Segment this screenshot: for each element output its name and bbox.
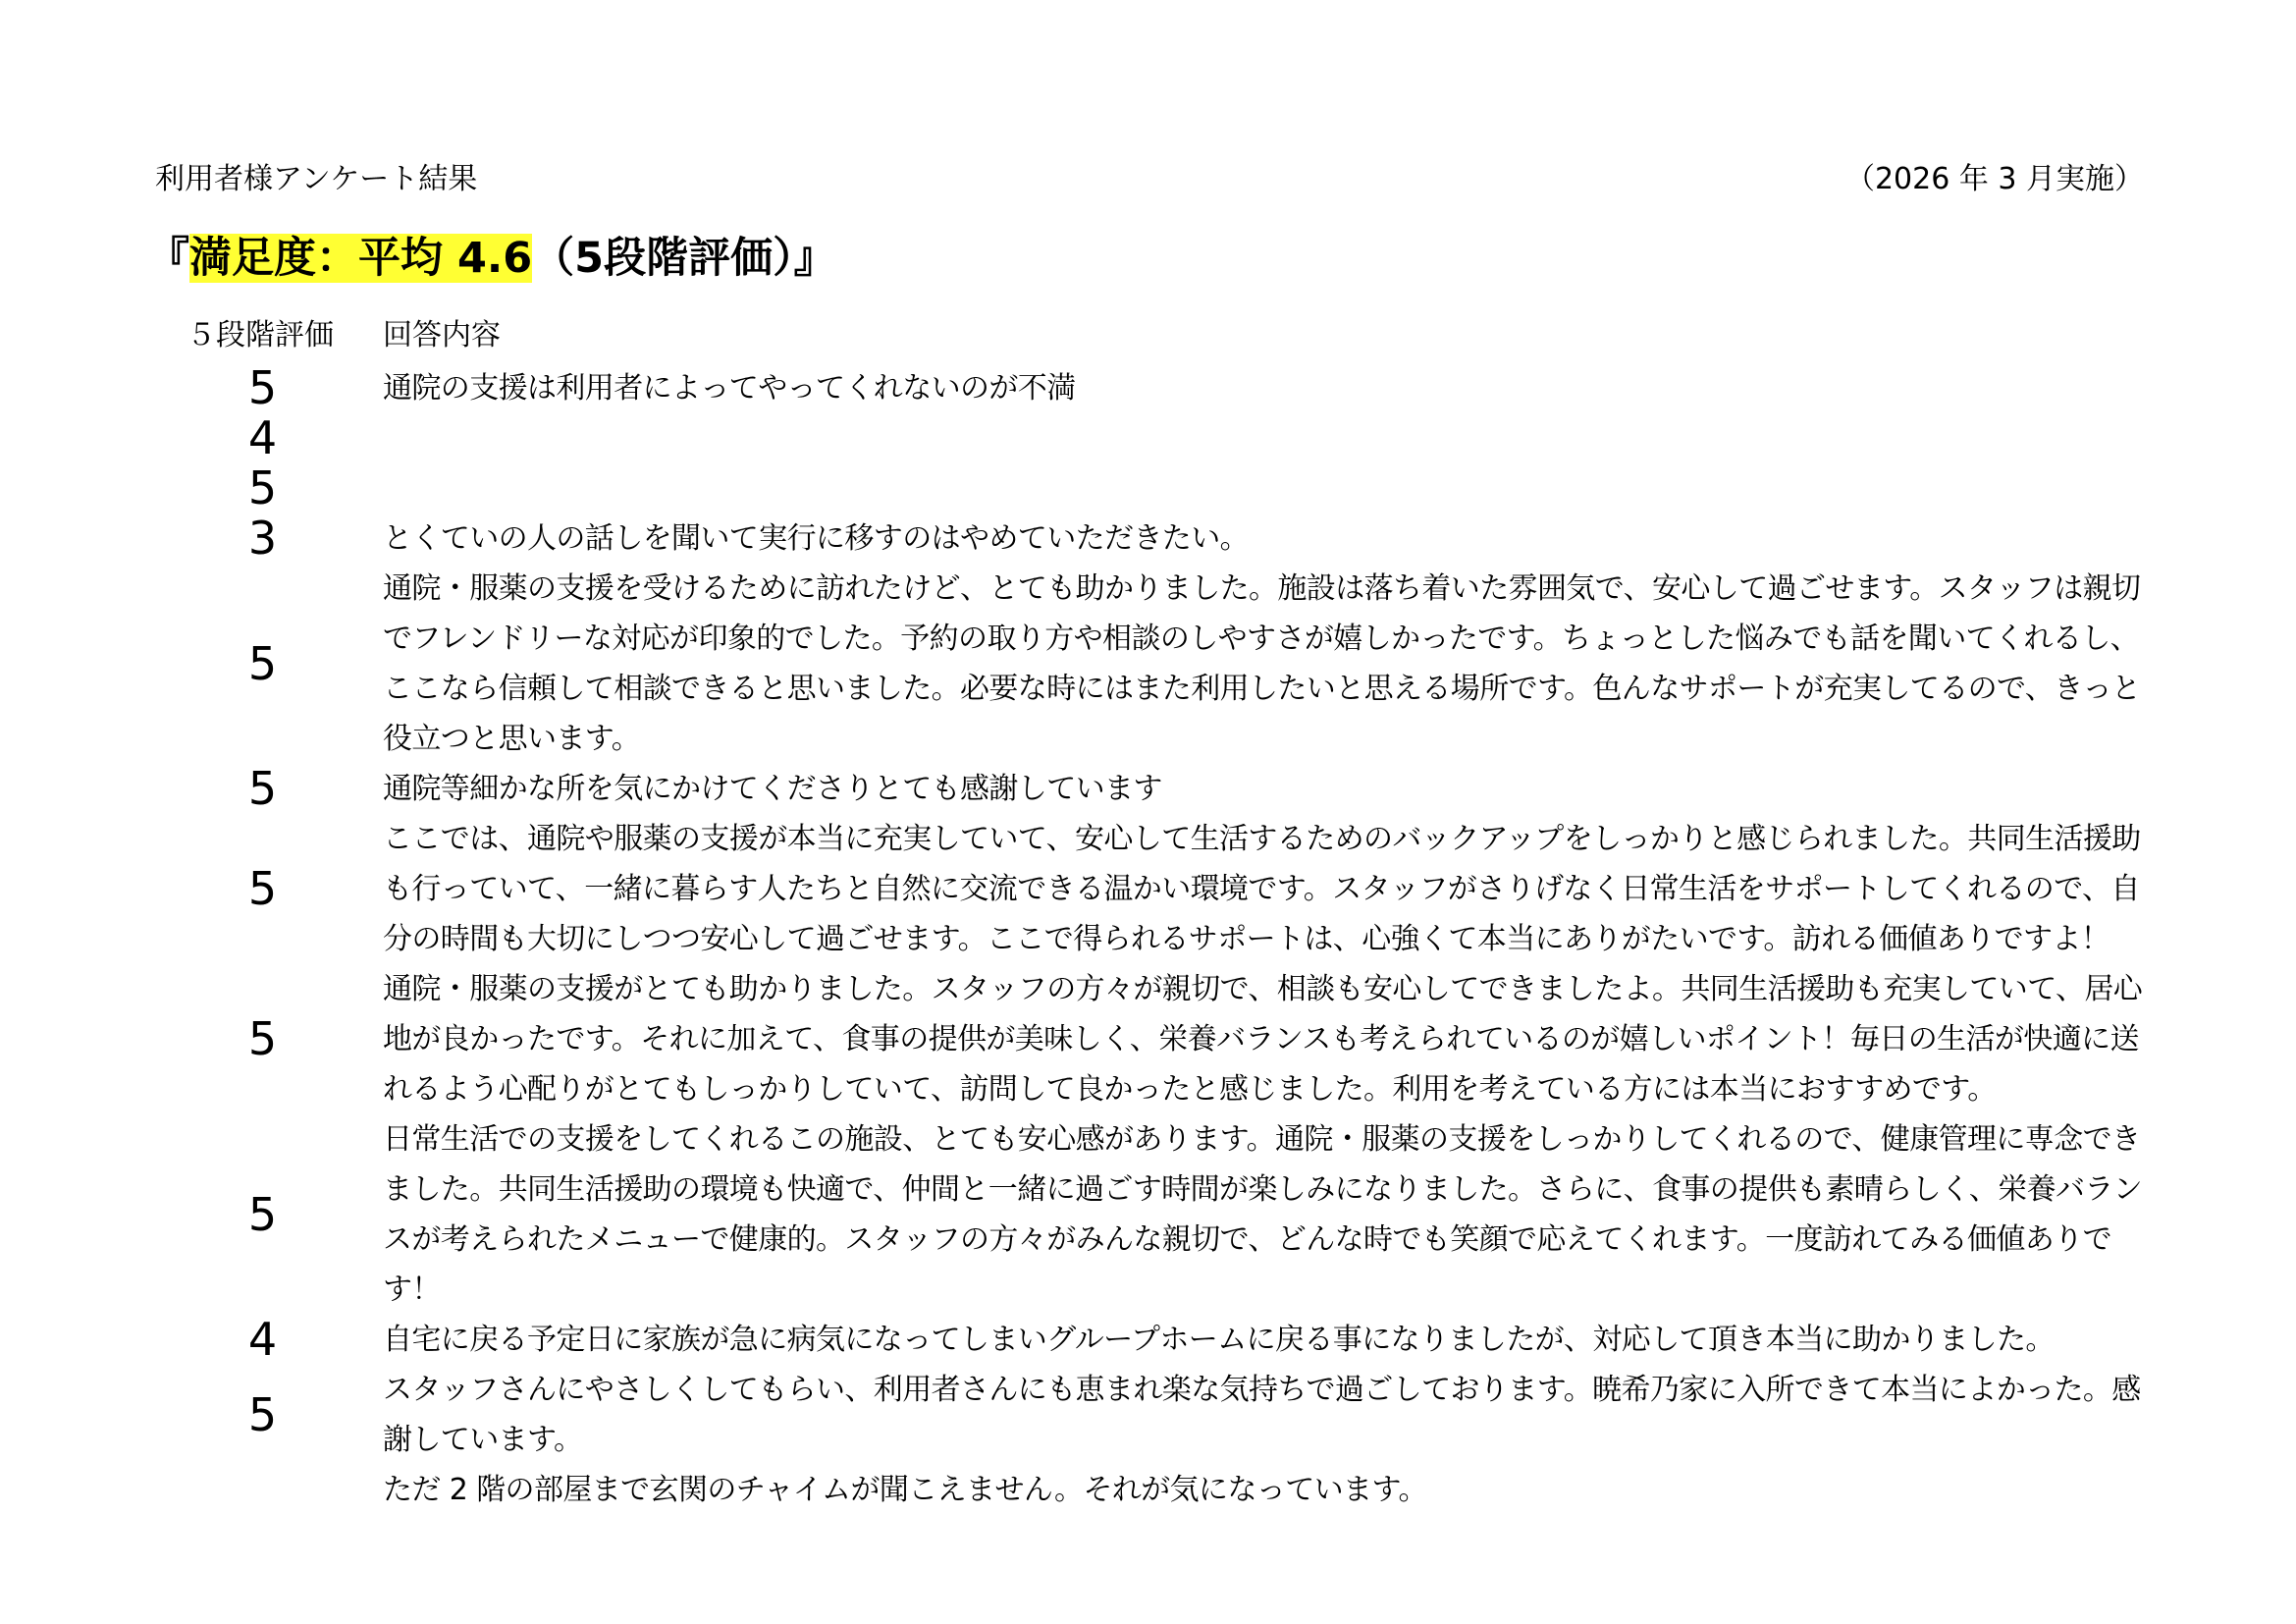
column-header-answer: 回答内容 xyxy=(383,318,501,352)
survey-date: （2026 年 3 月実施） xyxy=(1844,162,2144,196)
trailing-comment: ただ 2 階の部屋まで玄関のチャイムが聞こえません。それが気になっています。 xyxy=(383,1473,1427,1507)
row-score: 4 xyxy=(247,1313,278,1366)
row-score: 5 xyxy=(247,461,278,514)
row-answer: 通院の支援は利用者によってやってくれないのが不満 xyxy=(383,371,1076,406)
row-answer: 通院・服薬の支援を受けるために訪れたけど、とても助かりました。施設は落ち着いた雰囲気で、安心して過ごせます。スタッフは親切でフレンドリーな対応が印象的でした。予約の取り方や相談のしやすさが嬉しかったです。ちょっとした悩みでも話を聞いてくれるし、ここなら信頼して相談できると思いました。必要な時にはまた利用したいと思える場所です。色んなサポートが充実してるので、きっと役立つと思います。 xyxy=(383,571,2141,756)
row-answer: 自宅に戻る予定日に家族が急に病気になってしまいグループホームに戻る事になりましたが、対応して頂き本当に助かりました。 xyxy=(383,1323,2055,1357)
table-row xyxy=(187,1315,2150,1365)
row-score: 5 xyxy=(247,1387,278,1441)
headline-scale-note: （5段階評価）』 xyxy=(532,234,836,283)
row-answer: 通院・服薬の支援がとても助かりました。スタッフの方々が親切で、相談も安心してできましたよ。共同生活援助も充実していて、居心地が良かったです。それに加えて、食事の提供が美味しく、栄養バランスも考えられているのが嬉しいポイント！毎日の生活が快適に送れるよう心配りがとてもしっかりしていて、訪問して良かったと感じました。利用を考えている方には本当におすすめです。 xyxy=(383,972,2143,1107)
table-row xyxy=(187,413,2150,463)
row-score: 5 xyxy=(247,361,278,414)
table-row xyxy=(187,514,2150,564)
row-answer: とくていの人の話しを聞いて実行に移すのはやめていただきたい。 xyxy=(383,521,1249,556)
row-answer: ここでは、通院や服薬の支援が本当に充実していて、安心して生活するためのバックアップをしっかりと感じられました。共同生活援助も行っていて、一緒に暮らす人たちと自然に交流できる温かい環境です。スタッフがさりげなく日常生活をサポートしてくれるので、自分の時間も大切にしつつ安心して過ごせます。ここで得られるサポートは、心強くて本当にありがたいです。訪れる価値ありですよ！ xyxy=(383,822,2141,956)
table-row xyxy=(187,363,2150,413)
row-score: 5 xyxy=(247,862,278,915)
row-score: 5 xyxy=(247,1187,278,1241)
table-row xyxy=(187,564,2150,764)
row-score: 5 xyxy=(247,636,278,690)
headline-open-bracket: 『 xyxy=(147,234,189,283)
row-answer: スタッフさんにやさしくしてもらい、利用者さんにも恵まれ楽な気持ちで過ごしております。暁希乃家に入所できて本当によかった。感謝しています。 xyxy=(383,1373,2141,1457)
document-title: 利用者様アンケート結果 xyxy=(155,162,478,196)
row-score: 5 xyxy=(247,1012,278,1065)
table-row xyxy=(187,814,2150,964)
row-answer: 通院等細かな所を気にかけてくださりとても感謝しています xyxy=(383,772,1162,806)
table-row xyxy=(187,463,2150,514)
table-row xyxy=(187,964,2150,1114)
row-score: 4 xyxy=(247,411,278,464)
headline-average-highlight: 満足度：平均 4.6 xyxy=(189,234,533,283)
row-score: 3 xyxy=(247,512,278,565)
row-answer: 日常生活での支援をしてくれるこの施設、とても安心感があります。通院・服薬の支援をしっかりしてくれるので、健康管理に専念できました。共同生活援助の環境も快適で、仲間と一緒に過ごす時間が楽しみになりました。さらに、食事の提供も素晴らしく、栄養バランスが考えられたメニューで健康的。スタッフの方々がみんな親切で、どんな時でも笑顔で応えてくれます。一度訪れてみる価値ありです！ xyxy=(383,1122,2143,1307)
table-row xyxy=(187,1114,2150,1315)
satisfaction-headline xyxy=(147,224,836,293)
table-row xyxy=(187,1365,2150,1465)
table-row xyxy=(187,764,2150,814)
survey-results-table xyxy=(187,363,2150,1465)
row-score: 5 xyxy=(247,762,278,815)
column-header-score: ５段階評価 xyxy=(187,318,334,352)
